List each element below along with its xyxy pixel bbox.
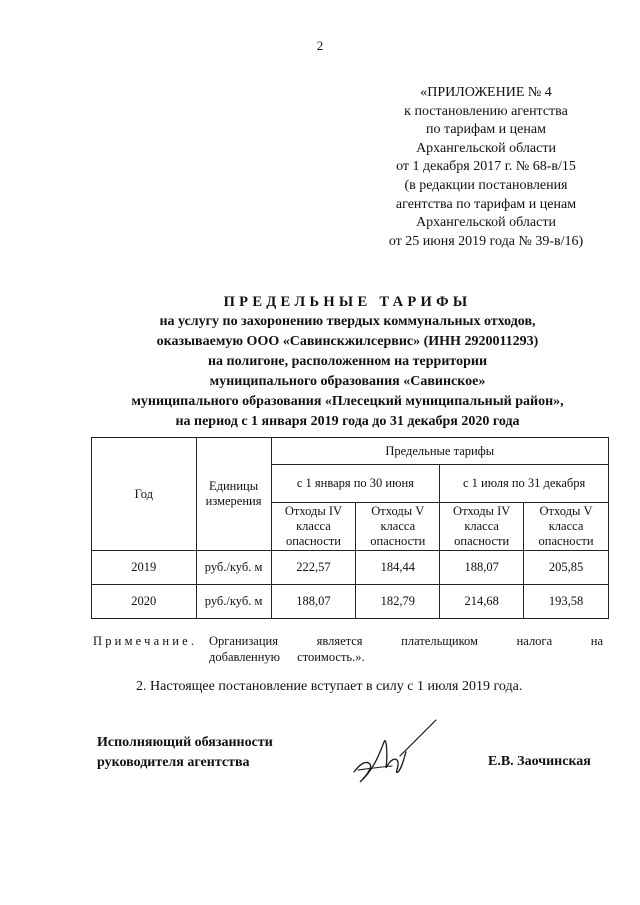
note-text [209, 633, 603, 665]
cell-year: 2020 [92, 585, 197, 619]
title-line: на услугу по захоронению твердых коммунальных отходов, [159, 314, 536, 329]
header-waste-v: Отходы V класса опасности [524, 503, 609, 551]
header-waste-iv: Отходы IV класса опасности [271, 503, 356, 551]
appendix-line: Архангельской области [416, 140, 556, 156]
header-units: Единицы измерения [196, 438, 271, 551]
cell-year: 2019 [92, 551, 197, 585]
cell-value: 188,07 [271, 585, 356, 619]
header-period-2: с 1 июля по 31 декабря [440, 465, 609, 503]
footnote [93, 633, 603, 665]
note-label: Примечание. [93, 634, 198, 648]
page-number: 2 [316, 38, 324, 53]
appendix-line: по тарифам и ценам [426, 122, 546, 138]
signer-position [97, 733, 273, 773]
title-line: на полигоне, расположенном на территории [207, 354, 488, 369]
title-heading: ПРЕДЕЛЬНЫЕ ТАРИФЫ [223, 294, 472, 310]
appendix-line: (в редакции постановления [404, 177, 568, 193]
cell-value: 222,57 [271, 551, 356, 585]
signer-position-line: Исполняющий обязанности [97, 735, 273, 750]
cell-value: 205,85 [524, 551, 609, 585]
appendix-line: «ПРИЛОЖЕНИЕ № 4 [420, 85, 552, 100]
signer-position-line: руководителя агентства [97, 755, 250, 770]
signer-name: Е.В. Заочинская [488, 754, 591, 769]
title-line: муниципального образования «Плесецкий муниципальный район», [131, 394, 564, 409]
cell-value: 184,44 [356, 551, 440, 585]
cell-value: 193,58 [524, 585, 609, 619]
document-title [60, 292, 635, 432]
cell-value: 182,79 [356, 585, 440, 619]
cell-value: 214,68 [440, 585, 524, 619]
title-line: оказываемую ООО «Савинскжилсервис» (ИНН 2920011293) [156, 334, 539, 349]
appendix-line: от 1 декабря 2017 г. № 68-в/15 [396, 159, 576, 175]
tariff-table [91, 437, 609, 619]
appendix-line: от 25 июня 2019 года № 39-в/16) [388, 233, 584, 249]
table-row [92, 551, 609, 585]
table-row [92, 585, 609, 619]
appendix-header [370, 84, 602, 251]
handwritten-signature [340, 712, 450, 792]
appendix-line: агентства по тарифам и ценам [395, 196, 577, 212]
cell-unit: руб./куб. м [196, 551, 271, 585]
header-period-1: с 1 января по 30 июня [271, 465, 440, 503]
title-line: муниципального образования «Савинское» [209, 374, 486, 389]
header-waste-v: Отходы V класса опасности [356, 503, 440, 551]
header-waste-iv: Отходы IV класса опасности [440, 503, 524, 551]
title-line: на период с 1 января 2019 года до 31 декабря 2020 года [175, 414, 520, 429]
appendix-line: Архангельской области [416, 215, 556, 231]
clause-2: 2. Настоящее постановление вступает в силу с 1 июля 2019 года. [136, 679, 523, 694]
note-text-tail: стоимость.». [297, 650, 365, 664]
cell-unit: руб./куб. м [196, 585, 271, 619]
note-text-main: Организация является плательщиком налога на добавленную [209, 634, 603, 664]
appendix-line: к постановлению агентства [404, 103, 568, 119]
cell-value: 188,07 [440, 551, 524, 585]
header-year: Год [92, 438, 197, 551]
header-tariffs: Предельные тарифы [271, 438, 608, 465]
